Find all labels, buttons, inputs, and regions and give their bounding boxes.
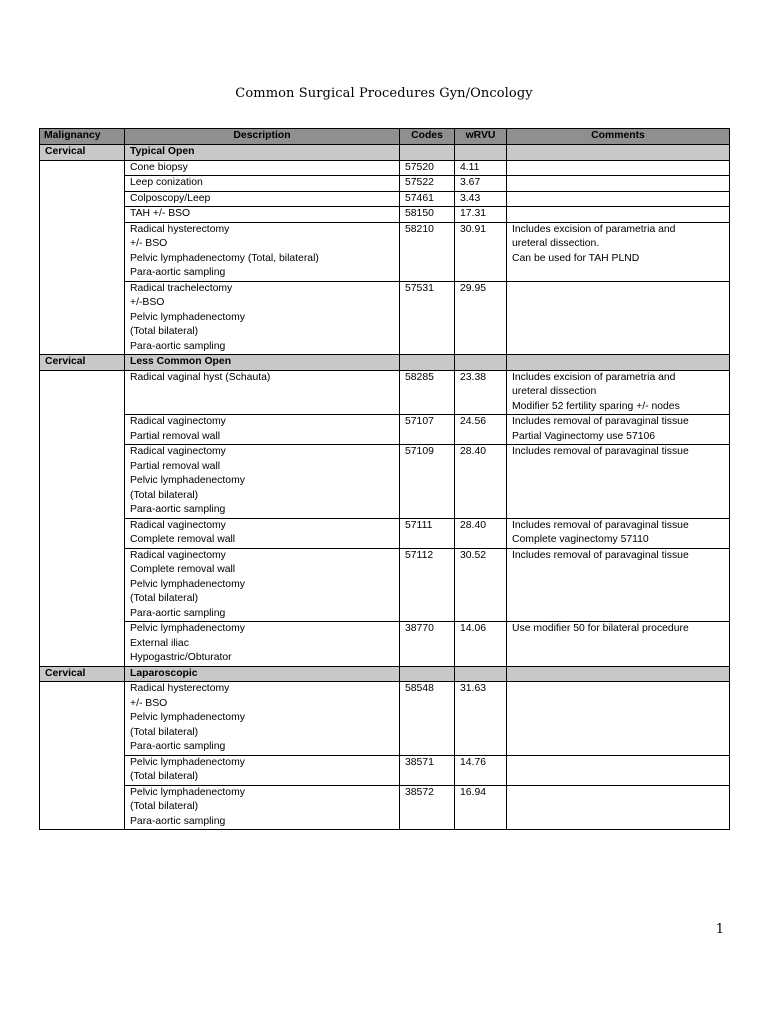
code-cell: 57111 xyxy=(400,518,455,548)
description-line: External iliac xyxy=(130,637,189,649)
description-line: Para-aortic sampling xyxy=(130,741,226,752)
description-line: Partial removal wall xyxy=(130,430,221,442)
description-line: (Total bilateral) xyxy=(130,489,199,501)
description-line: Complete removal wall xyxy=(130,534,236,545)
description-line: Radical hysterectomy xyxy=(130,223,230,235)
wrvu-cell: 31.63 xyxy=(455,682,507,756)
code-cell: 57522 xyxy=(400,176,455,192)
description-line: Para-aortic sampling xyxy=(130,815,226,827)
table-row xyxy=(40,785,730,830)
code-cell: 57112 xyxy=(400,548,455,622)
column-header-description: Description xyxy=(125,129,400,145)
table-body xyxy=(40,145,730,830)
code-cell: 57109 xyxy=(400,445,455,519)
description-cell xyxy=(125,191,400,207)
description-cell xyxy=(125,622,400,667)
description-cell xyxy=(125,160,400,176)
wrvu-cell: 14.06 xyxy=(455,622,507,667)
table-row xyxy=(40,755,730,785)
comment-line: ureteral dissection. xyxy=(512,238,600,249)
comment-line: Includes removal of paravaginal tissue xyxy=(512,416,689,427)
table-row xyxy=(40,160,730,176)
wrvu-cell: 28.40 xyxy=(455,445,507,519)
code-cell: 57107 xyxy=(400,415,455,445)
description-cell xyxy=(125,445,400,519)
table-row xyxy=(40,370,730,415)
section-comments-cell xyxy=(507,145,730,161)
page-title: Common Surgical Procedures Gyn/Oncology xyxy=(235,86,533,101)
description-line: Radical vaginectomy xyxy=(130,446,226,457)
table-row xyxy=(40,445,730,519)
section-comments-cell xyxy=(507,355,730,371)
comment-line: Modifier 52 fertility sparing +/- nodes xyxy=(512,400,680,412)
code-cell: 38571 xyxy=(400,755,455,785)
procedures-table xyxy=(39,128,730,830)
comment-line: Use modifier 50 for bilateral procedure xyxy=(512,623,689,634)
wrvu-cell: 16.94 xyxy=(455,785,507,830)
description-cell xyxy=(125,222,400,281)
table-header-row xyxy=(40,129,730,145)
description-line: Para-aortic sampling xyxy=(130,267,226,278)
section-row xyxy=(40,355,730,371)
description-cell xyxy=(125,281,400,355)
section-row xyxy=(40,145,730,161)
description-line: Leep conization xyxy=(130,177,203,188)
section-code-cell xyxy=(400,355,455,371)
description-line: Pelvic lymphadenectomy xyxy=(130,475,245,486)
wrvu-cell: 17.31 xyxy=(455,207,507,223)
section-malignancy: Cervical xyxy=(40,666,125,682)
comment-line: Complete vaginectomy 57110 xyxy=(512,534,649,545)
wrvu-cell: 28.40 xyxy=(455,518,507,548)
column-header-codes: Codes xyxy=(400,129,455,145)
section-code-cell xyxy=(400,666,455,682)
code-cell: 38770 xyxy=(400,622,455,667)
section-code-cell xyxy=(400,145,455,161)
description-line: +/- BSO xyxy=(130,697,168,709)
comment-line: Includes removal of paravaginal tissue xyxy=(512,446,689,457)
section-heading: Typical Open xyxy=(125,145,400,161)
comments-cell xyxy=(507,682,730,756)
section-malignancy: Cervical xyxy=(40,355,125,371)
comments-cell xyxy=(507,222,730,281)
description-line: Radical vaginectomy xyxy=(130,519,226,531)
table-row xyxy=(40,191,730,207)
table-row xyxy=(40,281,730,355)
section-heading: Laparoscopic xyxy=(125,666,400,682)
wrvu-cell: 4.11 xyxy=(455,160,507,176)
description-line: Pelvic lymphadenectomy xyxy=(130,712,245,723)
description-line: Pelvic lymphadenectomy xyxy=(130,786,245,798)
section-malignancy: Cervical xyxy=(40,145,125,161)
section-wrvu-cell xyxy=(455,666,507,682)
comment-line: Can be used for TAH PLND xyxy=(512,252,640,264)
comments-cell xyxy=(507,370,730,415)
section-heading: Less Common Open xyxy=(125,355,400,371)
description-line: Radical hysterectomy xyxy=(130,683,230,694)
comment-line: Includes excision of parametria and xyxy=(512,223,676,235)
comments-cell xyxy=(507,191,730,207)
description-line: TAH +/- BSO xyxy=(130,208,191,219)
description-line: (Total bilateral) xyxy=(130,326,199,337)
description-line: Cone biopsy xyxy=(130,161,188,173)
code-cell: 58548 xyxy=(400,682,455,756)
description-line: Pelvic lymphadenectomy (Total, bilateral) xyxy=(130,252,319,264)
description-cell xyxy=(125,518,400,548)
comment-line: Includes removal of paravaginal tissue xyxy=(512,549,689,561)
wrvu-cell: 14.76 xyxy=(455,755,507,785)
description-line: +/- BSO xyxy=(130,238,168,249)
description-line: +/-BSO xyxy=(130,297,165,308)
table-row xyxy=(40,518,730,548)
description-cell xyxy=(125,785,400,830)
wrvu-cell: 3.43 xyxy=(455,191,507,207)
description-line: Complete removal wall xyxy=(130,564,236,575)
wrvu-cell: 3.67 xyxy=(455,176,507,192)
table-row xyxy=(40,207,730,223)
description-line: (Total bilateral) xyxy=(130,801,199,812)
description-cell xyxy=(125,755,400,785)
comment-line: Partial Vaginectomy use 57106 xyxy=(512,430,656,442)
comment-line: ureteral dissection xyxy=(512,386,597,397)
comments-cell xyxy=(507,518,730,548)
section-wrvu-cell xyxy=(455,145,507,161)
code-cell: 58150 xyxy=(400,207,455,223)
table-row xyxy=(40,622,730,667)
code-cell: 57531 xyxy=(400,281,455,355)
column-header-malignancy: Malignancy xyxy=(40,129,125,145)
malignancy-cell xyxy=(40,160,125,355)
column-header-comments: Comments xyxy=(507,129,730,145)
comments-cell xyxy=(507,755,730,785)
description-cell xyxy=(125,176,400,192)
page-number: 1 xyxy=(715,922,724,937)
section-row xyxy=(40,666,730,682)
table-row xyxy=(40,548,730,622)
description-line: Pelvic lymphadenectomy xyxy=(130,578,245,590)
comment-line: Includes removal of paravaginal tissue xyxy=(512,519,689,531)
code-cell: 57520 xyxy=(400,160,455,176)
comments-cell xyxy=(507,548,730,622)
description-cell xyxy=(125,682,400,756)
column-header-wrvu: wRVU xyxy=(455,129,507,145)
comments-cell xyxy=(507,160,730,176)
table-row xyxy=(40,222,730,281)
description-line: Pelvic lymphadenectomy xyxy=(130,623,245,634)
comments-cell xyxy=(507,445,730,519)
description-line: (Total bilateral) xyxy=(130,726,199,738)
table-row xyxy=(40,682,730,756)
comments-cell xyxy=(507,207,730,223)
table-row xyxy=(40,176,730,192)
comments-cell xyxy=(507,415,730,445)
comments-cell xyxy=(507,785,730,830)
description-cell xyxy=(125,370,400,415)
description-line: Radical vaginectomy xyxy=(130,416,226,427)
section-wrvu-cell xyxy=(455,355,507,371)
wrvu-cell: 24.56 xyxy=(455,415,507,445)
description-cell xyxy=(125,548,400,622)
description-line: Partial removal wall xyxy=(130,460,221,472)
comments-cell xyxy=(507,176,730,192)
description-line: Para-aortic sampling xyxy=(130,340,226,352)
code-cell: 58285 xyxy=(400,370,455,415)
description-line: Pelvic lymphadenectomy xyxy=(130,756,245,768)
code-cell: 57461 xyxy=(400,191,455,207)
code-cell: 38572 xyxy=(400,785,455,830)
code-cell: 58210 xyxy=(400,222,455,281)
wrvu-cell: 23.38 xyxy=(455,370,507,415)
malignancy-cell xyxy=(40,370,125,666)
description-line: Radical trachelectomy xyxy=(130,282,233,294)
description-line: Radical vaginal hyst (Schauta) xyxy=(130,371,271,383)
wrvu-cell: 30.52 xyxy=(455,548,507,622)
description-line: (Total bilateral) xyxy=(130,771,199,782)
table-row xyxy=(40,415,730,445)
wrvu-cell: 29.95 xyxy=(455,281,507,355)
description-line: Pelvic lymphadenectomy xyxy=(130,311,245,323)
comments-cell xyxy=(507,281,730,355)
comment-line: Includes excision of parametria and xyxy=(512,371,676,383)
description-cell xyxy=(125,415,400,445)
description-line: Hypogastric/Obturator xyxy=(130,652,232,663)
section-comments-cell xyxy=(507,666,730,682)
wrvu-cell: 30.91 xyxy=(455,222,507,281)
description-line: (Total bilateral) xyxy=(130,593,199,604)
description-line: Radical vaginectomy xyxy=(130,549,226,561)
description-line: Colposcopy/Leep xyxy=(130,192,211,204)
description-cell xyxy=(125,207,400,223)
description-line: Para-aortic sampling xyxy=(130,504,226,515)
malignancy-cell xyxy=(40,682,125,830)
description-line: Para-aortic sampling xyxy=(130,607,226,619)
comments-cell xyxy=(507,622,730,667)
